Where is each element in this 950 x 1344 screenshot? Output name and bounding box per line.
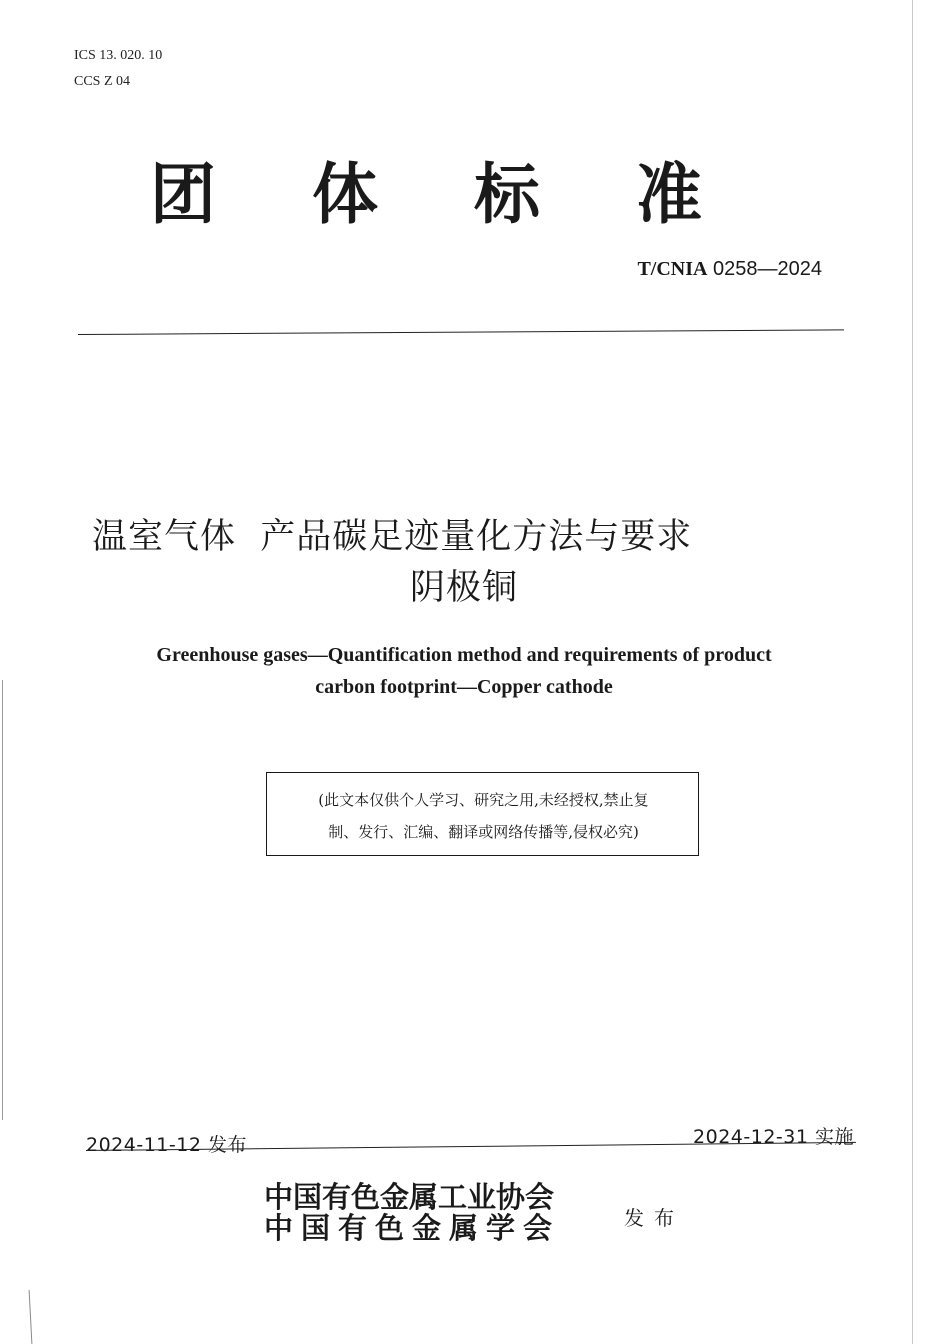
standard-number-prefix: T/CNIA [637,258,708,280]
notice-line1: (此文本仅供个人学习、研究之用,未经授权,禁止复 [318,791,649,809]
ics-code: ICS 13. 020. 10 [74,48,163,63]
title-en-line2: carbon footprint—Copper cathode [315,676,613,698]
issue-date: 2024-11-12 发布 [86,1134,247,1156]
publisher-org1: 中国有色金属工业协会 [264,1180,555,1214]
title-cn-line2: 阴极铜 [409,568,518,608]
publish-label: 发布 [624,1206,684,1230]
scan-edge-bottom [29,1290,33,1344]
notice-line2: 制、发行、汇编、翻译或网络传播等,侵权必究) [328,823,639,841]
header-divider [78,329,844,335]
standard-number [637,258,822,281]
title-en-line1: Greenhouse gases—Quantification method and requirements of product [156,644,772,666]
scan-edge-right [912,0,913,1344]
ccs-code: CCS Z 04 [74,74,131,89]
standard-number-value: 0258—2024 [713,258,822,280]
scan-edge-left [2,680,3,1120]
title-cn-line1: 温室气体 产品碳足迹量化方法与要求 [92,517,693,557]
copyright-notice-box [266,772,699,856]
document-type-heading: 团体标准 [150,156,798,233]
publisher-org2: 中国有色金属学会 [264,1211,561,1245]
implementation-date: 2024-12-31 实施 [693,1126,854,1148]
